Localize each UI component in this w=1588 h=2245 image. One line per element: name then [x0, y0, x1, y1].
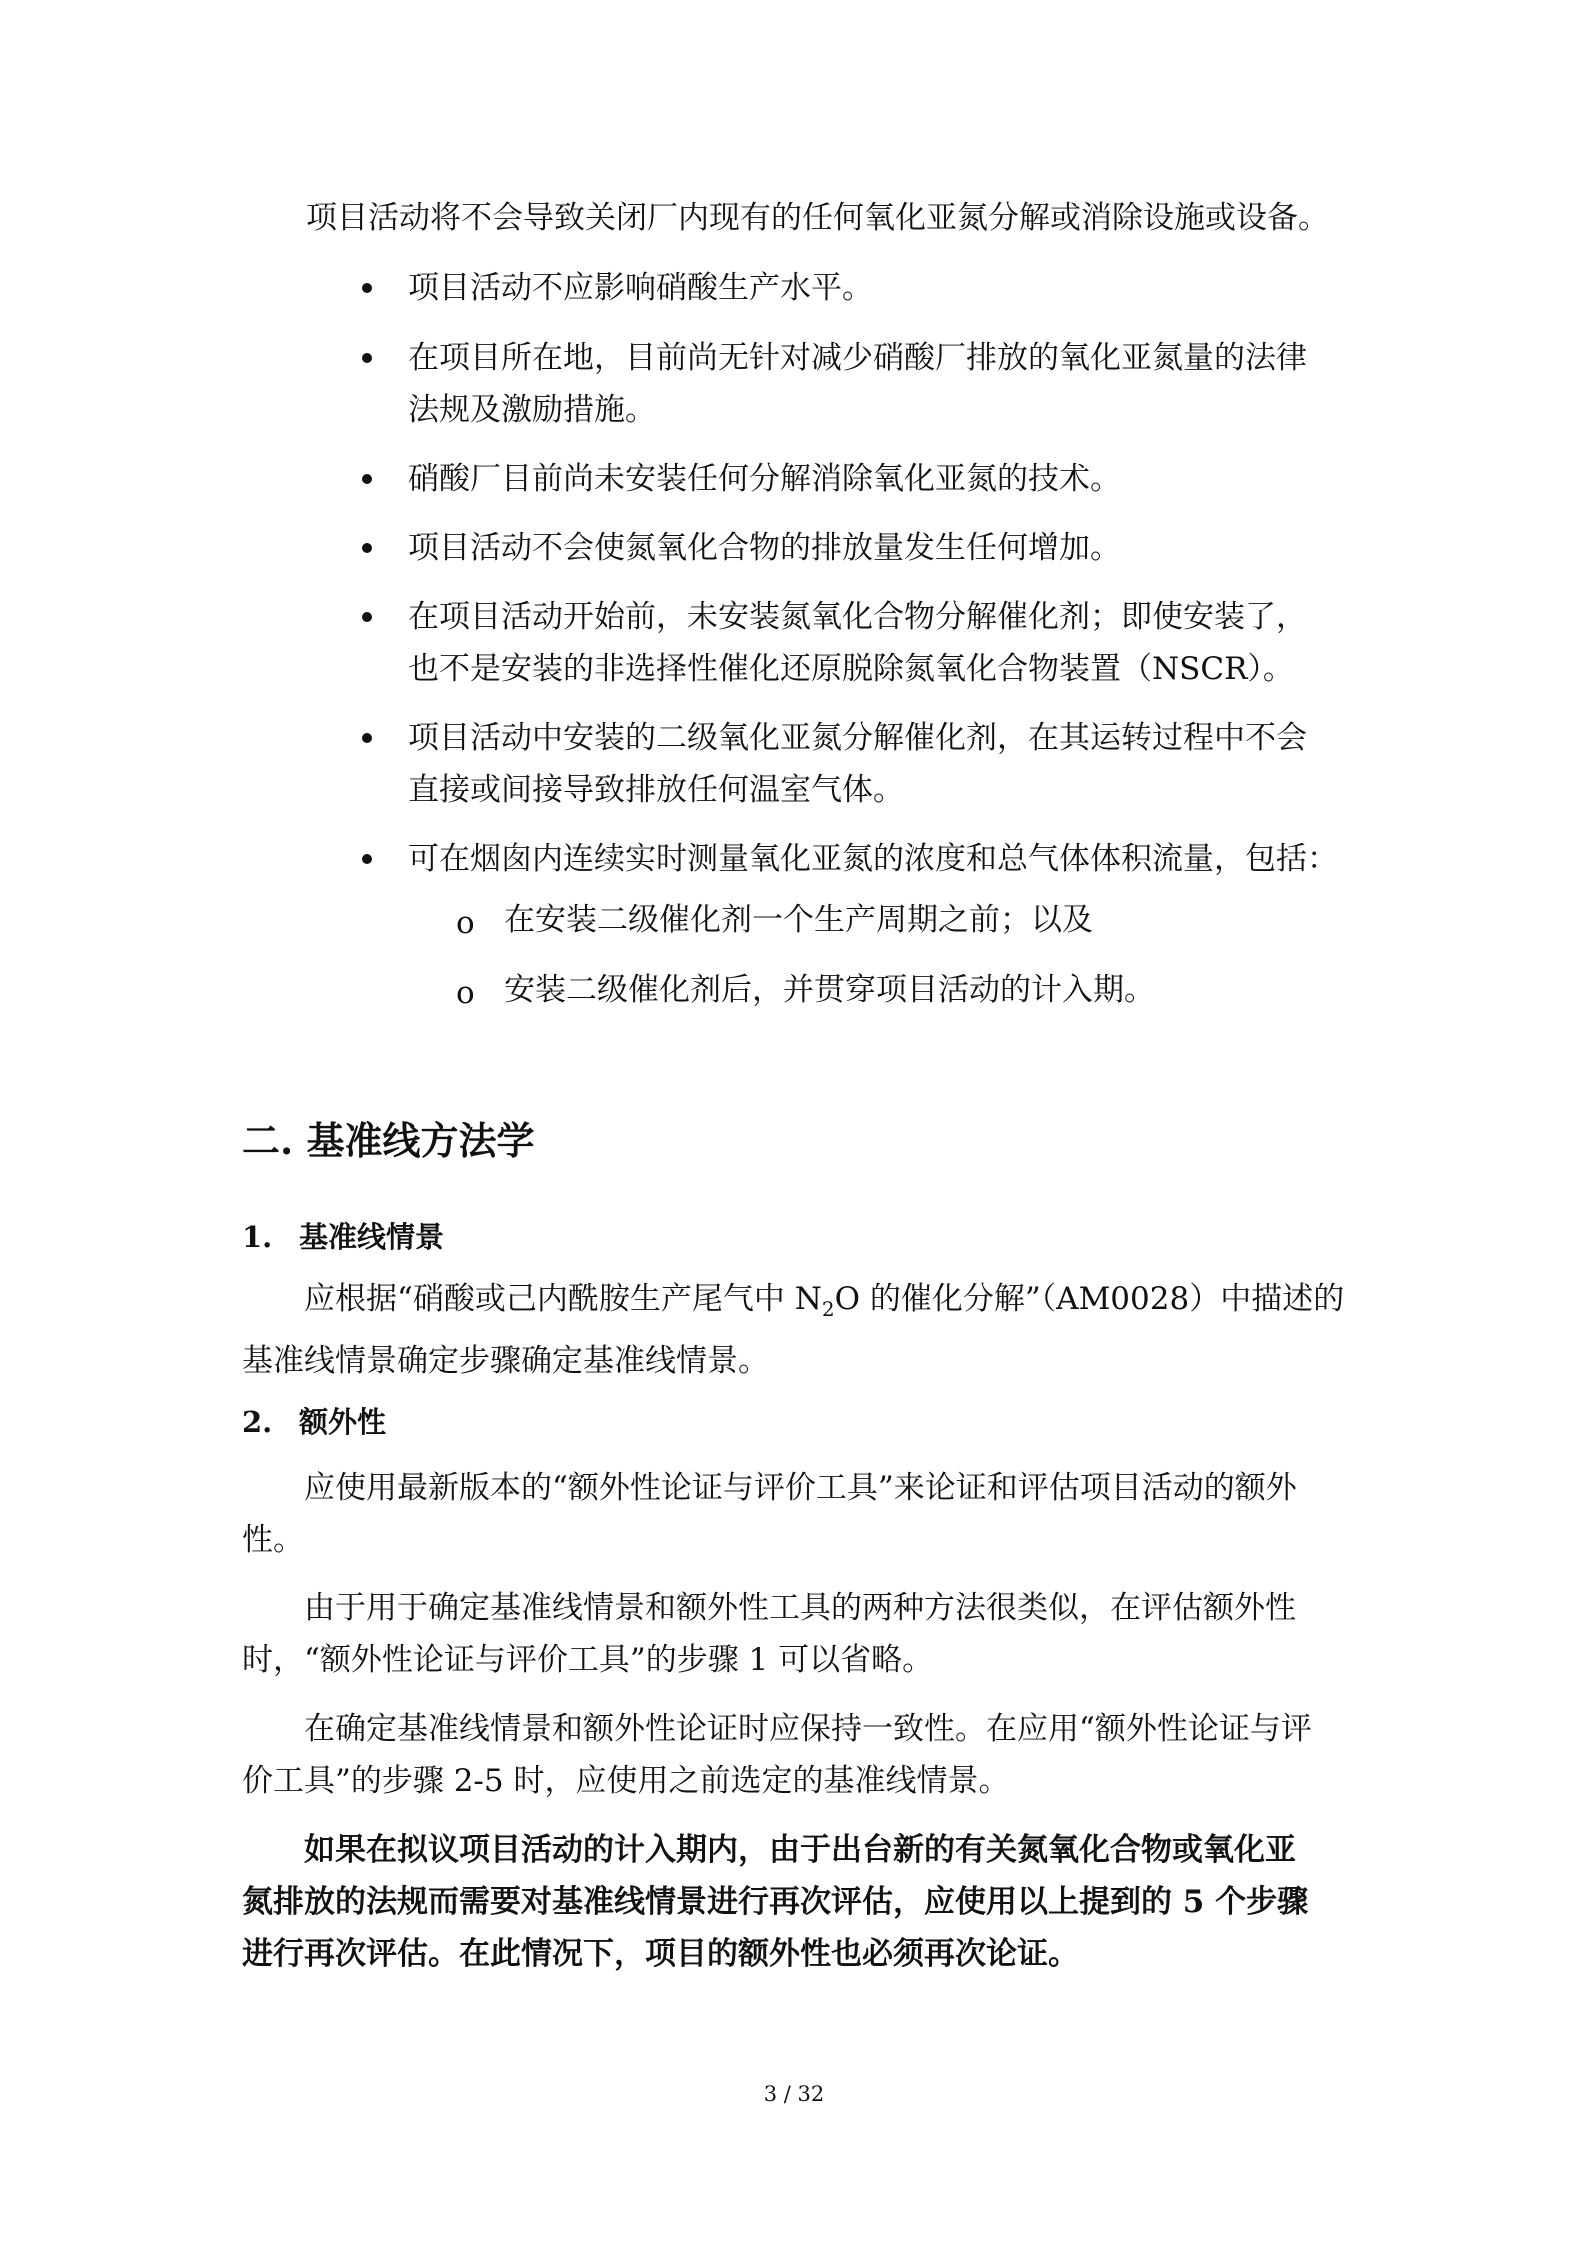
subsection-heading: 2. 额外性 [242, 1405, 387, 1439]
bullet-item: 项目活动中安装的二级氧化亚氮分解催化剂，在其运转过程中不会 直接或间接导致排放任何温室气体。 [408, 720, 1307, 808]
bullet-item: 可在烟囱内连续实时测量氧化亚氮的浓度和总气体体积流量，包括： [408, 841, 1338, 877]
additionality-paragraph: 在确定基准线情景和额外性论证时应保持一致性。在应用“额外性论证与评 价工具”的步骤 2-5 时，应使用之前选定的基准线情景。 [242, 1711, 1312, 1799]
sub-bullet-marker: o [456, 905, 475, 941]
sub-bullet-marker: o [456, 975, 475, 1011]
bullet-marker [362, 543, 372, 553]
bullet-item: 项目活动不会使氮氧化合物的排放量发生任何增加。 [408, 530, 1121, 566]
bullet-marker [362, 283, 372, 293]
bullet-item: 在项目所在地，目前尚无针对减少硝酸厂排放的氧化亚氮量的法律 法规及激励措施。 [408, 340, 1307, 428]
bullet-item: 在项目活动开始前，未安装氮氧化合物分解催化剂；即使安装了， 也不是安装的非选择性催化还原脱除氮氧化合物装置（NSCR）。 [408, 599, 1307, 687]
bullet-marker [362, 854, 372, 864]
intro-paragraph: 项目活动将不会导致关闭厂内现有的任何氧化亚氮分解或消除设施或设备。 [306, 200, 1329, 236]
baseline-paragraph: 应根据“硝酸或己内酰胺生产尾气中 $N_2O$ 的催化分解”（AM0028）中描述的 基准线情景确定步骤确定基准线情景。 [242, 1281, 1345, 1380]
additionality-paragraph: 由于用于确定基准线情景和额外性工具的两种方法很类似，在评估额外性 时，“额外性论证与评价工具”的步骤 1 可以省略。 [242, 1590, 1296, 1678]
bullet-marker [362, 474, 372, 484]
bullet-item: 项目活动不应影响硝酸生产水平。 [408, 270, 873, 306]
bullet-marker [362, 612, 372, 622]
bullet-item: 硝酸厂目前尚未安装任何分解消除氧化亚氮的技术。 [408, 461, 1121, 497]
reassessment-paragraph: 如果在拟议项目活动的计入期内，由于出台新的有关氮氧化合物或氧化亚 氮排放的法规而需要对基准线情景进行再次评估，应使用以上提到的 5 个步骤 进行再次评估。在此情况下，项目的额外性也必须再次论证。 [242, 1832, 1309, 1972]
section-title: 二. 基准线方法学 [242, 1118, 535, 1163]
sub-bullet-item: 安装二级催化剂后，并贯穿项目活动的计入期。 [504, 972, 1155, 1008]
page-number: 3 / 32 [763, 2082, 825, 2106]
sub-bullet-item: 在安装二级催化剂一个生产周期之前；以及 [504, 902, 1093, 938]
bullet-marker [362, 733, 372, 743]
additionality-paragraph: 应使用最新版本的“额外性论证与评价工具”来论证和评估项目活动的额外 性。 [242, 1470, 1297, 1558]
subsection-heading: 1. 基准线情景 [242, 1220, 445, 1254]
bullet-marker [362, 353, 372, 363]
